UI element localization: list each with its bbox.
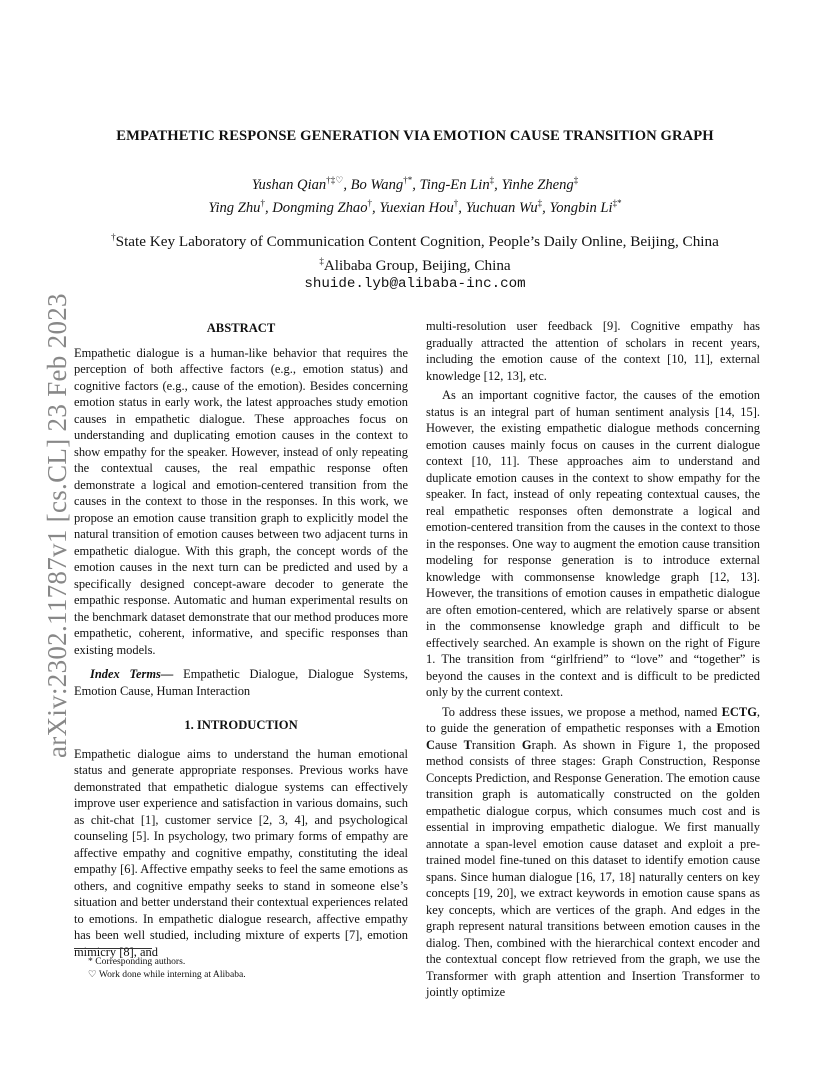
index-terms: [74, 666, 408, 699]
footnotes: [74, 948, 408, 981]
author-mark: ‡: [573, 175, 579, 185]
text-run: motion: [724, 721, 760, 735]
text-run: raph: [531, 737, 554, 752]
author-mark: †: [367, 197, 373, 208]
author: Yushan Qian: [251, 176, 327, 193]
contact-email: shuide.lyb@alibaba-inc.com: [304, 276, 526, 293]
affiliation-1: [60, 228, 770, 252]
author-line-2: Ying Zhu†, Dongming Zhao†, Yuexian Hou†, Yuchuan Wu‡, Yongbin Li‡*: [208, 197, 622, 216]
arxiv-stamp-text: arXiv:2302.11787v1 [cs.CL] 23 Feb 2023: [42, 293, 72, 758]
intro-paragraph-3: [426, 704, 760, 1001]
author: Yongbin Li: [549, 199, 613, 216]
author-mark: ‡: [537, 197, 543, 208]
left-column: [74, 318, 408, 960]
author-mark: †*: [403, 175, 413, 185]
index-terms-text: Empathetic Dialogue, Dialogue Systems, Emotion Cause, Human Interaction: [74, 667, 408, 698]
affiliation-text: State Key Laboratory of Communication Content Cognition, People’s Daily Online, Beijing, China: [115, 233, 719, 251]
footnote-rule: [74, 948, 152, 949]
author: Yuchuan Wu: [465, 199, 538, 216]
author: Yuexian Hou: [379, 199, 454, 216]
paper-title: EMPATHETIC RESPONSE GENERATION VIA EMOTION CAUSE TRANSITION GRAPH: [116, 128, 714, 144]
acronym-letter: T: [463, 737, 472, 752]
author-list: [90, 171, 740, 217]
right-column: [426, 318, 760, 1001]
author-mark: ‡: [489, 175, 495, 185]
abstract-heading: ABSTRACT: [206, 321, 276, 335]
author-mark: †: [453, 197, 459, 208]
acronym-letter: C: [426, 737, 435, 752]
author-mark: ‡*: [612, 197, 622, 208]
affiliations: [60, 228, 770, 294]
author-line-1: Yushan Qian†‡♡, Bo Wang†*, Ting-En Lin‡, Yinhe Zheng‡: [251, 175, 579, 193]
author-mark: †‡♡: [326, 175, 344, 185]
author: Ying Zhu: [208, 199, 261, 216]
intro-paragraph-1-continued: multi-resolution user feedback [9]. Cognitive empathy has gradually attracted the attention of scholars in recent years, including the emotion cause of the context [10, 11], external knowledge [12, 13], etc.: [426, 319, 760, 383]
affiliation-2: [60, 252, 770, 276]
arxiv-stamp: [20, 288, 72, 758]
acronym-letter: E: [716, 721, 725, 735]
intro-paragraph-2: As an important cognitive factor, the causes of the emotion status is an integral part of human sentiment analysis [14, 15]. However, the existing empathetic dialogue methods concerning emotion causes mainly focus on causes in the current dialogue context [10, 11]. These approaches aim to understand and duplicate emotion causes in the context to show empathy for the speaker. In fact, instead of only repeating contextual causes, the real empathetic responses often demonstrate a logical and emotion-centered transition from the causes in the context to those in the responses. One way to augment the emotion cause transition modeling for response generation is to introduce external knowledge with commonsense knowledge graph [12, 13]. However, the transitions of emotion causes in empathetic dialogue are often emotion-centered, which are relatively sparse or absent in the commonsense knowledge graph and difficult to be effectively searched. An example is shown on the right of Figure 1. The transition from “girlfriend” to “love” and “together” is beyond the causes in the context and is difficult to be predicted only by the current context.: [426, 388, 760, 699]
intro-paragraph-1: Empathetic dialogue aims to understand the human emotional status and generate appropriate responses. Previous works have demonstrated that empathetic dialogue systems can effectively improve user experience and satisfaction in various domains, such as chit-chat [1], customer service [2, 3, 4], and psychological counseling [5]. In psychology, two primary forms of empathy are affective empathy and cognitive empathy, constituting the ideal empathy [6]. Affective empathy seeks to feel the same emotions as others, and cognitive empathy seeks to stand in someone else’s situation and better understand their contextual experiences related to emotions. In empathetic dialogue research, affective empathy has been well studied, including mixture of experts [7], emotion mimicry [8], and: [74, 746, 408, 959]
text-run: ause: [434, 737, 464, 752]
text-run: To address these issues, we propose a method, named: [442, 704, 722, 719]
author-mark: †: [260, 197, 265, 208]
author: Bo Wang: [350, 176, 404, 193]
intro-heading: 1. INTRODUCTION: [184, 718, 298, 732]
text-run: . As shown in Figure 1, the proposed method consists of three stages: Graph Construction, Response Concepts Prediction, and Response Generation. The emotion cause transition graph is automatically constructed on the golden empathetic dialogue corpus, which consumes much cost and is essential in improving empathetic dialogue. We first manually annotate a span-level emotion cause dataset and exploit a pre-trained model fine-tuned on this dataset to identify emotion cause spans. Since human dialogue [16, 17, 18] naturally centers on key concepts [19, 20], we extract keywords in emotion cause spans as key concepts, which are vertices of the graph. And edges in the graph represent natural transitions between emotion causes in the dialog. Then, combined with the hierarchical context encoder and the contextual concept flow retrieved from the graph, we use the Transformer with graph attention and Insertion Transformer to jointly optimize: [426, 737, 760, 999]
text-run: , to guide the generation of empathetic responses with a: [426, 704, 760, 735]
author: Dongming Zhao: [272, 199, 368, 216]
affiliation-text: Alibaba Group, Beijing, China: [323, 256, 511, 274]
affiliation-mark: ‡: [319, 255, 324, 266]
affiliation-mark: †: [111, 232, 116, 242]
abstract-text: Empathetic dialogue is a human-like behavior that requires the perception of both affective factors (e.g., emotion status) and cognitive factors (e.g., cause of the emotion). Besides concerning emotion status in early work, the latest approaches study emotion causes in empathetic dialogue. These approaches focus on understanding and duplicating emotion causes in the context to show empathy for the speaker. However, instead of only repeating the contextual causes, the real empathic response often demonstrate a logical and emotion-centered transition from the causes in the context to those in the responses. In this work, we propose an emotion cause transition graph to explicitly model the natural transition of emotion causes between two adjacent turns in empathetic dialogue. With this graph, the concept words of the emotion causes in the next turn can be predicted and used by a specifically designed concept-aware decoder to generate the empathic response. Automatic and human experimental results on the benchmark dataset demonstrate that our method produces more empathetic, coherent, informative, and specific responses than existing models.: [74, 345, 408, 657]
author: Yinhe Zheng: [501, 176, 574, 193]
text-run: ransition: [471, 737, 522, 752]
acronym-letter: G: [521, 737, 532, 752]
footnote-1: * Corresponding authors.: [88, 956, 186, 967]
index-terms-label: Index Terms—: [90, 667, 174, 681]
footnote-2: ♡ Work done while interning at Alibaba.: [88, 969, 246, 980]
author: Ting-En Lin: [419, 176, 490, 193]
method-name: ECTG: [721, 704, 757, 719]
